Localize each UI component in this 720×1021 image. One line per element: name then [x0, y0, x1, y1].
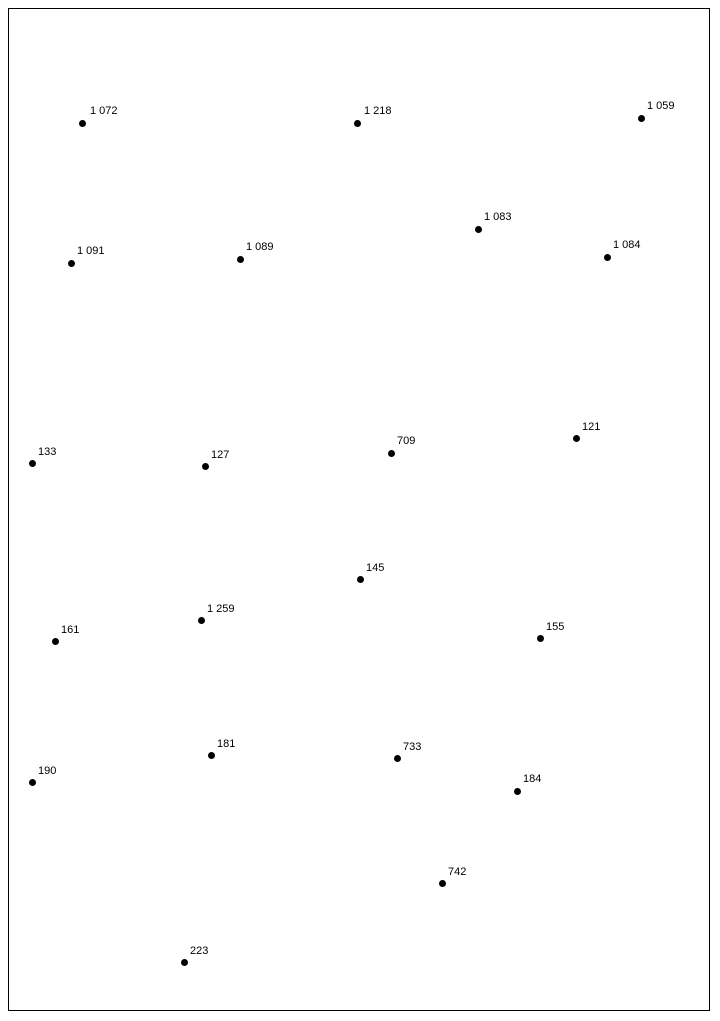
- scatter-point: [52, 638, 59, 645]
- scatter-point-label: 181: [217, 738, 236, 750]
- scatter-point-label: 127: [211, 449, 230, 461]
- scatter-point: [202, 463, 209, 470]
- scatter-point-label: 155: [546, 621, 565, 633]
- scatter-point: [208, 752, 215, 759]
- scatter-point: [388, 450, 395, 457]
- scatter-point: [537, 635, 544, 642]
- scatter-point: [439, 880, 446, 887]
- scatter-point-label: 1 089: [246, 241, 274, 253]
- scatter-point-label: 184: [523, 773, 542, 785]
- scatter-point-label: 1 072: [90, 105, 118, 117]
- scatter-point: [394, 755, 401, 762]
- scatter-point: [237, 256, 244, 263]
- scatter-point-label: 223: [190, 945, 209, 957]
- scatter-point: [181, 959, 188, 966]
- scatter-point-label: 742: [448, 866, 467, 878]
- scatter-point: [638, 115, 645, 122]
- scatter-point-label: 161: [61, 624, 80, 636]
- scatter-point: [514, 788, 521, 795]
- scatter-point-label: 190: [38, 765, 57, 777]
- scatter-point-label: 121: [582, 421, 601, 433]
- scatter-point: [198, 617, 205, 624]
- scatter-point: [357, 576, 364, 583]
- scatter-point-label: 1 083: [484, 211, 512, 223]
- scatter-point-label: 1 091: [77, 245, 105, 257]
- scatter-point: [29, 779, 36, 786]
- scatter-point-label: 145: [366, 562, 385, 574]
- scatter-point: [604, 254, 611, 261]
- scatter-point-label: 133: [38, 446, 57, 458]
- scatter-point: [79, 120, 86, 127]
- scatter-point: [475, 226, 482, 233]
- scatter-point: [354, 120, 361, 127]
- scatter-point-label: 733: [403, 741, 422, 753]
- scatter-point: [68, 260, 75, 267]
- scatter-point: [29, 460, 36, 467]
- scatter-point-label: 1 218: [364, 105, 392, 117]
- scatter-point: [573, 435, 580, 442]
- scatter-point-label: 709: [397, 435, 416, 447]
- scatter-point-label: 1 059: [647, 100, 675, 112]
- scatter-point-label: 1 259: [207, 603, 235, 615]
- scatter-point-label: 1 084: [613, 239, 641, 251]
- plot-frame: [8, 8, 710, 1011]
